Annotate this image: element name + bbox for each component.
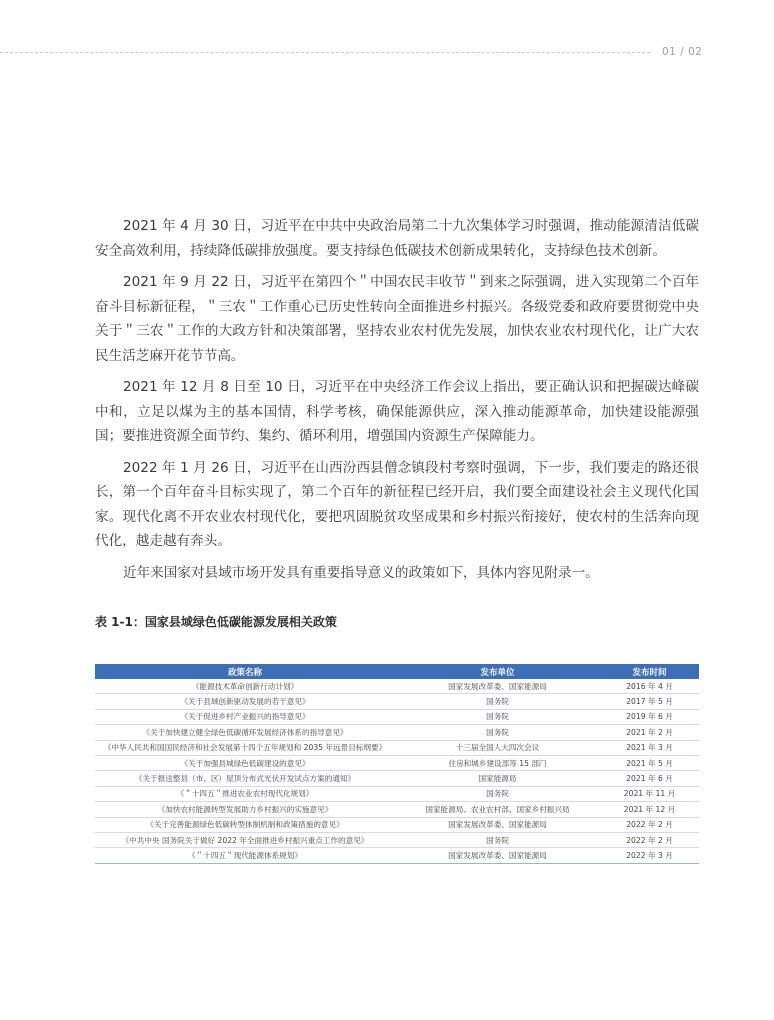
table-row bbox=[95, 848, 699, 863]
paragraph: 2021 年 12 月 8 日至 10 日，习近平在中央经济工作会议上指出，要正确认识和把握碳达峰碳中和，立足以煤为主的基本国情，科学考核，确保能源供应，深入推动能源革命，加快建设能源强国；要推进资源全面节约、集约、循环利用，增强国内资源生产保障能力。 bbox=[95, 379, 699, 444]
issuer: 国务院 bbox=[395, 725, 600, 740]
issuer: 国家发展改革委、国家能源局 bbox=[395, 679, 600, 694]
policy-name: 《关于加强县城绿色低碳建设的意见》 bbox=[95, 755, 395, 770]
policy-table bbox=[95, 664, 699, 864]
policy-name: 《关于县域创新驱动发展的若干意见》 bbox=[95, 694, 395, 709]
issue-date: 2022 年 2 月 bbox=[600, 832, 699, 847]
table-row bbox=[95, 786, 699, 801]
issue-date: 2021 年 2 月 bbox=[600, 725, 699, 740]
header-divider bbox=[0, 52, 650, 53]
table-row bbox=[95, 725, 699, 740]
issuer: 国务院 bbox=[395, 786, 600, 801]
paragraph: 2022 年 1 月 26 日，习近平在山西汾西县僧念镇段村考察时强调，下一步，我们要走的路还很长，第一个百年奋斗目标实现了，第二个百年的新征程已经开启，我们要全面建设社会主义现代化国家。现代化离不开农业农村现代化，要把巩固脱贫攻坚成果和乡村振兴衔接好，使农村的生活奔向现代化，越走越有奔头。 bbox=[95, 459, 699, 549]
issuer: 国家发展改革委、国家能源局 bbox=[395, 817, 600, 832]
table-row bbox=[95, 694, 699, 709]
column-header-issuer: 发布单位 bbox=[395, 664, 600, 679]
policy-name: 《加快农村能源转型发展助力乡村振兴的实施意见》 bbox=[95, 802, 395, 817]
policy-name: 《关于完善能源绿色低碳转型体制机制和政策措施的意见》 bbox=[95, 817, 395, 832]
table-row bbox=[95, 802, 699, 817]
issue-date: 2021 年 3 月 bbox=[600, 740, 699, 755]
paragraph: 2021 年 4 月 30 日，习近平在中共中央政治局第二十九次集体学习时强调，推动能源清洁低碳安全高效利用，持续降低碳排放强度。要支持绿色低碳技术创新成果转化，支持绿色技术创新。 bbox=[95, 218, 699, 259]
policy-name: 《中共中央 国务院关于做好 2022 年全面推进乡村振兴重点工作的意见》 bbox=[95, 832, 395, 847]
table-row bbox=[95, 771, 699, 786]
issue-date: 2021 年 6 月 bbox=[600, 771, 699, 786]
policy-name: 《关于加快建立健全绿色低碳循环发展经济体系的指导意见》 bbox=[95, 725, 395, 740]
column-header-policy: 政策名称 bbox=[95, 664, 395, 679]
issuer: 住房和城乡建设部等 15 部门 bbox=[395, 755, 600, 770]
issue-date: 2022 年 3 月 bbox=[600, 848, 699, 863]
paragraph: 2021 年 9 月 22 日，习近平在第四个＂中国农民丰收节＂到来之际强调，进入实现第二个百年奋斗目标新征程，＂三农＂工作重心已历史性转向全面推进乡村振兴。各级党委和政府要贯彻党中央关于＂三农＂工作的大政方针和决策部署，坚持农业农村优先发展，加快农业农村现代化，让广大农民生活芝麻开花节节高。 bbox=[95, 274, 699, 364]
table-row bbox=[95, 832, 699, 847]
policy-name: 《＂十四五＂推进农业农村现代化规划》 bbox=[95, 786, 395, 801]
table-row bbox=[95, 709, 699, 724]
issuer: 国务院 bbox=[395, 709, 600, 724]
policy-name: 《关于报送整县（市、区）屋顶分布式光伏开发试点方案的通知》 bbox=[95, 771, 395, 786]
issue-date: 2016 年 4 月 bbox=[600, 679, 699, 694]
table-row bbox=[95, 740, 699, 755]
issue-date: 2019 年 6 月 bbox=[600, 709, 699, 724]
table-caption: 表 1-1：国家县域绿色低碳能源发展相关政策 bbox=[95, 615, 337, 629]
column-header-date: 发布时间 bbox=[600, 664, 699, 679]
policy-name: 《关于促进乡村产业振兴的指导意见》 bbox=[95, 709, 395, 724]
issuer: 十三届全国人大四次会议 bbox=[395, 740, 600, 755]
issuer: 国家发展改革委、国家能源局 bbox=[395, 848, 600, 863]
issuer: 国务院 bbox=[395, 694, 600, 709]
issue-date: 2021 年 12 月 bbox=[600, 802, 699, 817]
issue-date: 2017 年 5 月 bbox=[600, 694, 699, 709]
page-indicator: 01 / 02 bbox=[662, 46, 703, 58]
table-row bbox=[95, 755, 699, 770]
policy-name: 《中华人民共和国国民经济和社会发展第十四个五年规划和 2035 年远景目标纲要》 bbox=[95, 740, 395, 755]
table-header-row bbox=[95, 664, 699, 679]
issuer: 国家能源局 bbox=[395, 771, 600, 786]
issue-date: 2022 年 2 月 bbox=[600, 817, 699, 832]
table-row bbox=[95, 817, 699, 832]
issue-date: 2021 年 11 月 bbox=[600, 786, 699, 801]
issue-date: 2021 年 5 月 bbox=[600, 755, 699, 770]
issuer: 国务院 bbox=[395, 832, 600, 847]
paragraph: 近年来国家对县域市场开发具有重要指导意义的政策如下，具体内容见附录一。 bbox=[123, 564, 599, 581]
issuer: 国家能源局、农业农村部、国家乡村振兴局 bbox=[395, 802, 600, 817]
table-row bbox=[95, 679, 699, 694]
policy-name: 《能源技术革命创新行动计划》 bbox=[95, 679, 395, 694]
body-text bbox=[95, 214, 699, 592]
policy-name: 《＂十四五＂现代能源体系规划》 bbox=[95, 848, 395, 863]
